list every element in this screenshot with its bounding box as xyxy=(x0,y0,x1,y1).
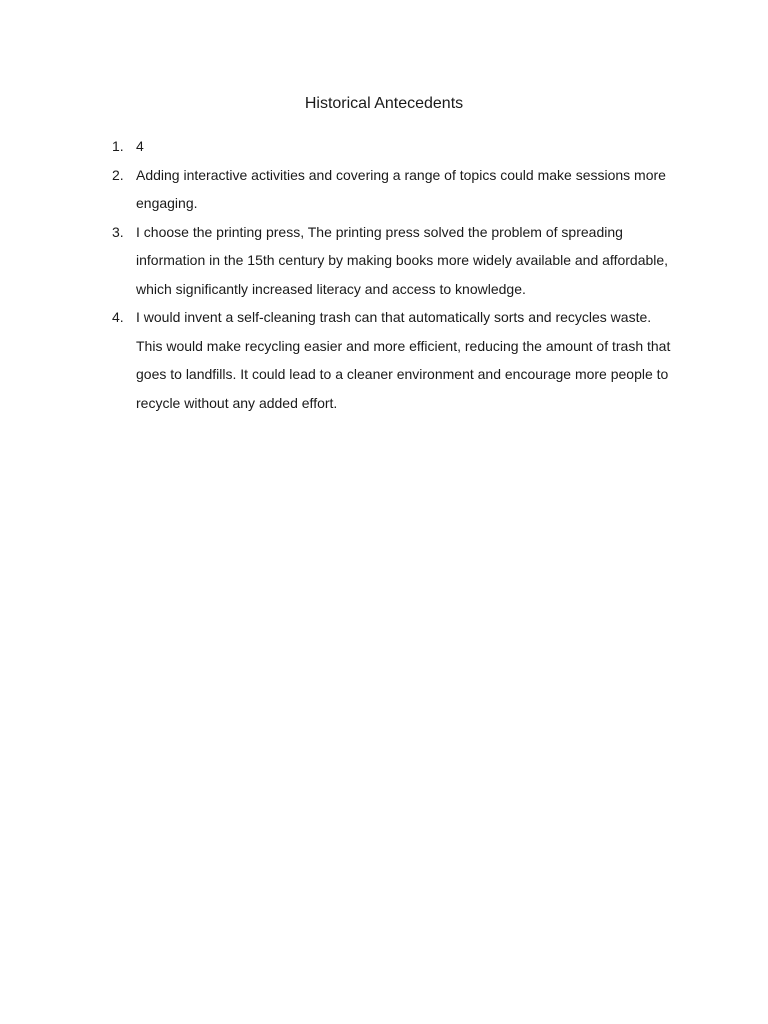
item-text: I would invent a self-cleaning trash can that automatically sorts and recycles waste. This would make recycling easier and more efficient, reducing the amount of trash that goes to landfills. It could lead to a cleaner environment and encourage more people to recycle without any added effort. xyxy=(136,309,671,411)
item-number: 3. xyxy=(112,223,124,240)
item-number: 1. xyxy=(112,138,124,154)
list-item xyxy=(110,161,680,218)
item-text: 4 xyxy=(136,138,144,154)
list-item xyxy=(110,218,680,304)
item-text: I choose the printing press, The printing press solved the problem of spreading information in the 15th century by making books more widely available and affordable, which significantly increased literacy and access to knowledge. xyxy=(136,223,669,297)
item-number: 4. xyxy=(112,309,124,325)
item-number: 2. xyxy=(112,166,124,183)
list-item xyxy=(110,303,680,417)
list-item xyxy=(110,132,680,161)
item-text: Adding interactive activities and covering a range of topics could make sessions more engaging. xyxy=(136,166,666,211)
answer-list xyxy=(110,132,680,417)
document-title: Historical Antecedents xyxy=(304,95,464,112)
